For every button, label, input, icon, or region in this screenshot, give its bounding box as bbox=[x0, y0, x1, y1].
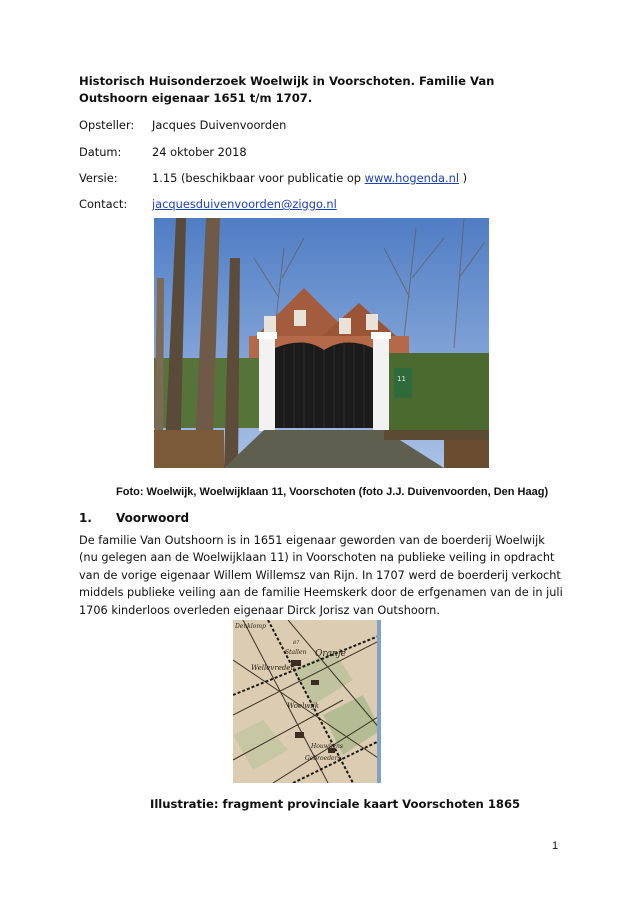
page-number: 1 bbox=[552, 840, 559, 852]
meta-version-label: Versie: bbox=[79, 171, 118, 185]
meta-version-row bbox=[79, 171, 467, 185]
map-label-spot: 87 bbox=[293, 640, 300, 646]
meta-version-text: 1.15 (beschikbaar voor publicatie op bbox=[152, 171, 362, 185]
meta-date-row bbox=[79, 145, 247, 159]
contact-email-link[interactable]: jacquesduivenvoorden@ziggo.nl bbox=[152, 197, 337, 211]
section-title: Voorwoord bbox=[116, 511, 190, 525]
meta-date-value: 24 oktober 2018 bbox=[152, 145, 247, 159]
map-label-gebroeders: Gebroeders bbox=[305, 755, 341, 762]
section-number: 1. bbox=[79, 511, 92, 525]
map-label-oranje: Oranje bbox=[315, 649, 346, 659]
meta-version-close: ) bbox=[462, 171, 468, 185]
map-caption: Illustratie: fragment provinciale kaart Voorschoten 1865 bbox=[150, 797, 521, 811]
map-label-stallen: Stallen bbox=[285, 649, 307, 656]
hogenda-link[interactable]: www.hogenda.nl bbox=[364, 171, 460, 185]
meta-contact-label: Contact: bbox=[79, 197, 128, 211]
meta-author-label: Opsteller: bbox=[79, 118, 135, 132]
section-heading bbox=[79, 511, 189, 525]
meta-contact-row bbox=[79, 197, 337, 211]
meta-author-row bbox=[79, 118, 286, 132]
meta-date-label: Datum: bbox=[79, 145, 122, 159]
gate-number-text: 11 bbox=[397, 375, 406, 383]
map-label-woelwijk: Woelwijk bbox=[287, 702, 319, 710]
meta-author-value: Jacques Duivenvoorden bbox=[152, 118, 287, 132]
map-label-houwkens: Houwkens bbox=[311, 743, 343, 750]
map-label-denklomp: Denklomp bbox=[235, 623, 266, 630]
photo-caption: Foto: Woelwijk, Woelwijklaan 11, Voorschoten (foto J.J. Duivenvoorden, Den Haag) bbox=[116, 486, 549, 498]
foreword-paragraph: De familie Van Outshoorn is in 1651 eigenaar geworden van de boerderij Woelwijk (nu gelegen aan de Woelwijklaan 11) in Voorschoten na publieke veiling in opdracht van de vorige eigenaar Willem Willemsz van Rijn. In 1707 werd de boerderij verkocht middels publieke veiling aan de familie Heemskerk door de erfgenamen van de in juli 1706 kinderloos overleden eigenaar Dirck Jorisz van Outshoorn. bbox=[79, 534, 563, 617]
map-label-wellevreden: Wellevreden bbox=[251, 664, 295, 672]
historic-map-fragment bbox=[233, 620, 381, 783]
document-title: Historisch Huisonderzoek Woelwijk in Voorschoten. Familie Van Outshoorn eigenaar 1651 t/m 1707. bbox=[79, 74, 495, 105]
woelwijk-photo bbox=[154, 218, 489, 468]
